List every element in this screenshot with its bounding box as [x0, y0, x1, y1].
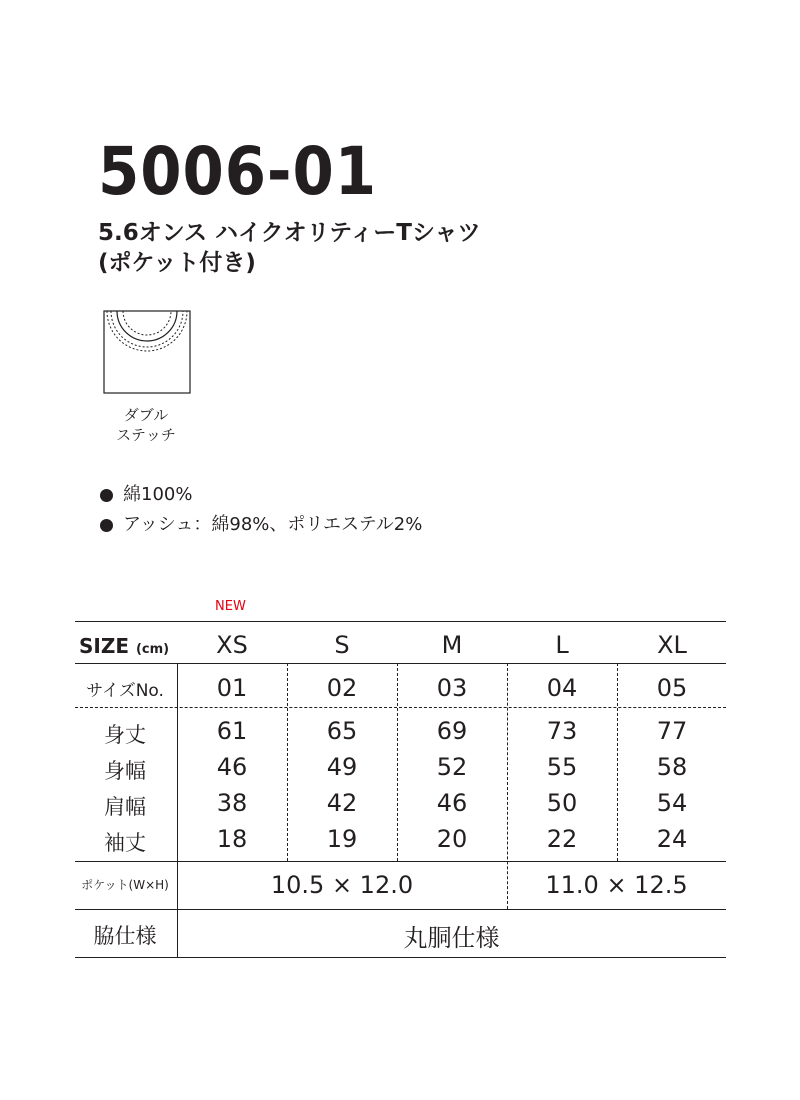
new-badge: NEW	[215, 599, 246, 614]
measurement-cell: 46	[216, 753, 248, 781]
size-no-cell: 02	[326, 674, 358, 702]
double-stitch-neck-icon	[103, 310, 191, 394]
material-text: 綿100%	[123, 484, 193, 505]
material-item	[100, 480, 422, 510]
feature-label-line1: ダブル	[123, 406, 169, 424]
model-number: 5006-01	[98, 133, 377, 210]
size-header-m: M	[441, 631, 463, 659]
material-item	[100, 510, 422, 540]
side-spec-value: 丸胴仕様	[403, 924, 500, 952]
measurement-cell: 18	[216, 825, 248, 853]
measurement-label-body-length: 身丈	[104, 723, 146, 747]
measurement-cell: 19	[326, 825, 358, 853]
product-title-line1: 5.6オンス ハイクオリティーTシャツ	[98, 220, 481, 246]
size-header-text: SIZE	[79, 634, 130, 658]
measurement-cell: 22	[546, 825, 578, 853]
pocket-size-small: 10.5 × 12.0	[270, 871, 414, 899]
bullet-icon	[100, 519, 113, 532]
measurement-cell: 20	[436, 825, 468, 853]
measurement-cell: 65	[326, 717, 358, 745]
measurement-cell: 38	[216, 789, 248, 817]
size-header-label	[79, 634, 169, 658]
measurement-cell: 46	[436, 789, 468, 817]
measurement-cell: 77	[656, 717, 688, 745]
measurement-label-body-width: 身幅	[104, 759, 146, 783]
size-header-l: L	[555, 631, 569, 659]
measurement-cell: 24	[656, 825, 688, 853]
feature-label-line2: ステッチ	[116, 426, 176, 444]
size-no-cell: 04	[546, 674, 578, 702]
pocket-size-large: 11.0 × 12.5	[545, 871, 688, 899]
size-no-cell: 05	[656, 674, 688, 702]
measurement-label-shoulder: 肩幅	[104, 795, 146, 819]
measurement-cell: 69	[436, 717, 468, 745]
measurement-label-sleeve: 袖丈	[104, 831, 146, 855]
pocket-label: ポケット(W×H)	[81, 878, 169, 892]
feature-label	[96, 405, 196, 445]
size-header-unit: (cm)	[135, 642, 170, 657]
size-no-cell: 01	[216, 674, 248, 702]
size-header-xl: XL	[657, 631, 687, 659]
size-no-cell: 03	[436, 674, 468, 702]
material-text: アッシュ：綿98%、ポリエステル2%	[123, 514, 423, 535]
measurement-cell: 42	[326, 789, 358, 817]
measurement-cell: 61	[216, 717, 248, 745]
measurement-cell: 50	[546, 789, 578, 817]
product-title-line2: (ポケット付き)	[98, 250, 256, 276]
measurement-cell: 52	[436, 753, 468, 781]
product-title	[98, 218, 481, 278]
bullet-icon	[100, 489, 113, 502]
measurement-cell: 55	[546, 753, 578, 781]
measurement-cell: 58	[656, 753, 688, 781]
measurement-cell: 73	[546, 717, 578, 745]
material-list	[100, 480, 422, 540]
side-spec-label: 脇仕様	[93, 924, 157, 948]
measurement-cell: 49	[326, 753, 358, 781]
size-header-s: S	[334, 631, 350, 659]
size-no-label: サイズNo.	[86, 681, 164, 701]
measurement-cell: 54	[656, 789, 688, 817]
size-header-xs: XS	[216, 631, 248, 659]
